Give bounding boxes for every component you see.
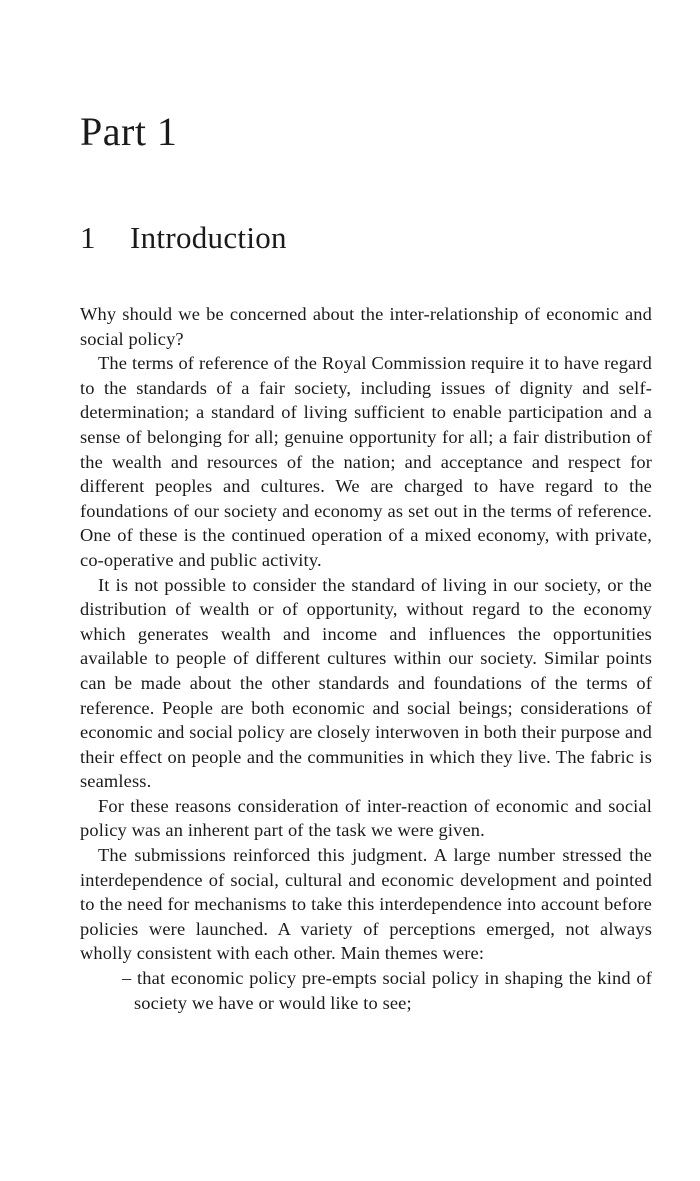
paragraph: For these reasons consideration of inter-reaction of economic and social policy was an inherent part of the task we were given. — [80, 795, 652, 841]
chapter-title: Introduction — [130, 220, 287, 255]
chapter-number: 1 — [80, 220, 96, 255]
paragraph: The submissions reinforced this judgment. A large number stressed the interdependence of social, cultural and economic development and pointed to the need for mechanisms to take this interdependence into account before policies were launched. A variety of perceptions emerged, not always wholly consistent with each other. Main themes were: — [80, 845, 652, 964]
part-title: Part 1 — [80, 109, 178, 154]
chapter-heading — [80, 218, 287, 258]
themes-list — [80, 966, 652, 1015]
paragraph: It is not possible to consider the standard of living in our society, or the distribution of wealth or of opportunity, without regard to the economy which generates wealth and income and influences the opportunities available to people of different cultures within our society. Similar points can be made about the other standards and foundations of the terms of reference. People are both economic and social beings; considerations of economic and social policy are closely interwoven in both their purpose and their effect on people and the communities in which they live. The fabric is seamless. — [80, 574, 652, 792]
paragraph: Why should we be concerned about the inter-relationship of economic and social policy? — [80, 304, 652, 349]
paragraph: The terms of reference of the Royal Commission require it to have regard to the standards of a fair society, including issues of dignity and self-determination; a standard of living sufficient to enable participation and a sense of belonging for all; genuine opportunity for all; a fair distribution of the wealth and resources of the nation; and acceptance and respect for different peoples and cultures. We are charged to have regard to the foundations of our society and economy as set out in the terms of reference. One of these is the continued operation of a mixed economy, with private, co-operative and public activity. — [80, 353, 652, 570]
list-item: – that economic policy pre-empts social policy in shaping the kind of society we have or would like to see; — [122, 968, 652, 1013]
chapter-body — [80, 302, 652, 1015]
